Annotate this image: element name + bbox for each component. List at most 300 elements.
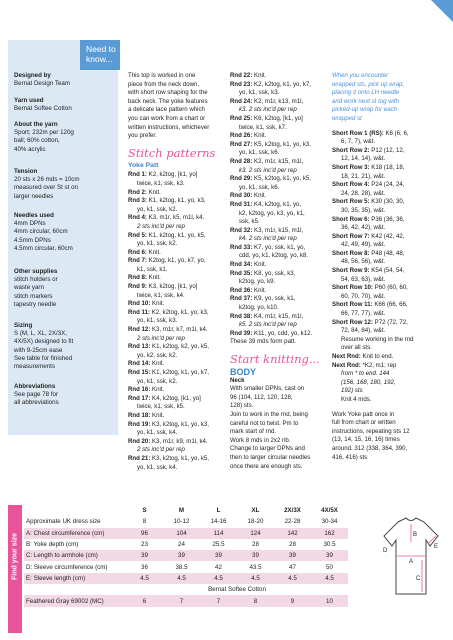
row-label: Next Rnd: xyxy=(332,353,361,360)
diagram-label-c: C xyxy=(416,576,421,582)
row-label: Rnd 12: xyxy=(128,326,151,334)
row-label: Rnd 9: xyxy=(128,283,147,291)
tension-block xyxy=(14,168,118,201)
row-text: yo, k1, ssk, k3. xyxy=(137,317,178,325)
row-text: K2, m1r, k13, m1l, xyxy=(252,97,304,105)
value-cell: 96 xyxy=(126,528,163,539)
about-yarn-label: About the yarn xyxy=(14,121,58,128)
instruction-row xyxy=(332,130,442,139)
tension-line: larger needles xyxy=(14,192,54,200)
row-text: Knit. xyxy=(150,360,165,368)
row-text: yo, k1, ssk, k2. xyxy=(137,240,178,248)
row-text: Knit to end. xyxy=(360,353,394,360)
instruction-row xyxy=(128,283,226,292)
designed-by-block xyxy=(14,72,118,88)
row-text: yo, k1, ssk, k6. xyxy=(239,183,280,191)
row-label: Rnd 8: xyxy=(128,274,147,282)
text-line: 416, 416) sts xyxy=(332,453,368,461)
row-label: Rnd 19: xyxy=(128,420,151,428)
value-cell: 47 xyxy=(289,563,296,571)
instruction-row xyxy=(332,181,442,190)
instruction-row xyxy=(332,173,442,182)
row-label: Rnd 2: xyxy=(128,188,147,196)
row-text: Knit. xyxy=(146,188,161,196)
row-text: Knit. xyxy=(252,132,267,140)
instruction-row xyxy=(332,198,442,207)
row-text: K5, k2tog, k1, yo, k3, xyxy=(252,140,311,148)
row-text: 24, 28, 28), w&t. xyxy=(341,189,386,197)
instruction-row xyxy=(230,287,328,296)
instruction-row xyxy=(332,216,442,225)
table-row xyxy=(24,550,348,561)
row-text: K4, m1r, k15, m1l, xyxy=(252,312,304,320)
row-text: K4, k2tog, k1, yo, xyxy=(252,200,302,208)
instruction-row xyxy=(230,330,328,339)
size-table xyxy=(24,505,348,607)
row-label: Rnd 16: xyxy=(128,386,151,394)
row-text: K54 (54, 54, xyxy=(369,267,405,275)
value-cell: 162 xyxy=(311,528,348,539)
start-knitting-heading: Start knitting... xyxy=(230,352,320,366)
row-label: Rnd 31: xyxy=(230,200,253,208)
row-text: P48 (48, 48, xyxy=(369,249,405,257)
row-text: K9, yo, ssk, k1, xyxy=(252,295,296,303)
value-cell: 50 xyxy=(326,563,333,571)
about-yarn-line: 40% acrylic xyxy=(14,145,46,153)
needles-line: 4mm DPNs xyxy=(14,220,46,228)
value-cell: 28 xyxy=(252,541,259,549)
instruction-row xyxy=(332,362,442,371)
text-line: Change to larger DPNs and xyxy=(230,445,305,453)
row-label: Rnd 7: xyxy=(128,257,147,265)
row-text: K7, yo, ssk, k1, yo, xyxy=(252,243,306,251)
diagram-label-e: E xyxy=(434,544,439,550)
instruction-row xyxy=(230,295,328,304)
row-text: Knit 4 mds. xyxy=(341,395,372,403)
value-cell: 9 xyxy=(274,595,311,606)
row-label: Short Row 6: xyxy=(332,215,370,223)
text-line: 96 (104, 112, 120, 128, xyxy=(230,393,293,401)
instruction-row xyxy=(128,429,226,438)
row-text: *K2, m1; rep xyxy=(360,361,397,369)
table-row xyxy=(24,528,348,539)
instruction-row xyxy=(332,224,442,233)
instruction-row xyxy=(128,171,226,180)
value-cell: 8 xyxy=(237,595,274,606)
supplies-line: stitch markers xyxy=(14,292,53,300)
instruction-row xyxy=(128,189,226,198)
row-text: yo, k1, ssk, k3. xyxy=(239,89,280,97)
instruction-row xyxy=(128,180,226,189)
row-label-cell: B: Yoke depth (cm) xyxy=(26,541,79,549)
row-label: Rnd 30: xyxy=(230,192,253,200)
value-cell: 36 xyxy=(141,563,148,571)
row-label: Next Rnd: xyxy=(332,361,361,369)
instruction-row xyxy=(230,321,328,330)
row-text: 54, 63, 63), w&t. xyxy=(341,275,386,283)
about-yarn-line: ball; 60% cotton, xyxy=(14,137,60,145)
row-text: k1, ssk, k1. xyxy=(137,265,168,273)
instruction-row xyxy=(128,352,226,361)
text-line: full from chart or written xyxy=(332,419,396,427)
yarn-label: Yarn used xyxy=(14,97,44,104)
row-text: K3, m1r, k7, m1l, k4. xyxy=(150,326,208,334)
instruction-row xyxy=(128,300,226,309)
body-heading: BODY xyxy=(230,367,257,377)
row-label: Rnd 35: xyxy=(230,269,253,277)
row-text: K4, k2tog, [k1, yo] xyxy=(150,394,201,402)
row-text: Knit. xyxy=(150,411,165,419)
instruction-row xyxy=(230,72,328,81)
row-label: Short Row 1 (RS): xyxy=(332,129,384,137)
instruction-row xyxy=(332,155,442,164)
tension-label: Tension xyxy=(14,168,38,175)
instruction-row xyxy=(128,335,226,344)
value-cell: 4.5 xyxy=(200,573,237,584)
abbreviations-label: Abbreviations xyxy=(14,383,56,390)
row-label: Rnd 24: xyxy=(230,97,253,105)
row-text: K3, m1r, k9, m1l, k4. xyxy=(150,437,208,445)
instruction-row xyxy=(230,89,328,98)
text-line: instructions, repeating sts 12 xyxy=(332,427,410,435)
text-line: then to larger circular needles xyxy=(230,453,311,461)
instruction-row xyxy=(230,184,328,193)
instruction-row xyxy=(230,106,328,115)
row-text: K2tog, k1, yo, k7, yo, xyxy=(146,257,206,265)
row-text: over all sts. xyxy=(341,344,372,352)
value-cell: 7 xyxy=(200,595,237,606)
instruction-row xyxy=(230,98,328,107)
abbreviations-line: all abbreviations xyxy=(14,399,59,407)
instruction-row xyxy=(230,141,328,150)
row-text: K1, k2tog, k2, yo, k5, xyxy=(150,343,209,351)
abbreviations-block xyxy=(14,383,118,408)
row-label: Rnd 1: xyxy=(128,171,147,179)
yoke-repeat-instructions xyxy=(332,411,442,463)
row-label: Short Row 11: xyxy=(332,301,373,309)
instruction-row xyxy=(332,147,442,156)
instruction-row xyxy=(332,387,442,396)
abbreviations-line: See page 78 for xyxy=(14,391,59,399)
value-cell: 43.5 xyxy=(249,563,262,571)
about-yarn-line: Sport; 232m per 120g xyxy=(14,129,74,137)
instruction-row xyxy=(128,438,226,447)
instruction-row xyxy=(332,241,442,250)
instruction-row xyxy=(230,252,328,261)
diagram-label-a: A xyxy=(409,559,414,565)
rows-summary: These 39 mds form patt. xyxy=(230,338,297,346)
row-text: ssk, k5. xyxy=(239,218,260,226)
designed-by-label: Designed by xyxy=(14,72,51,79)
row-text: 2 sts inc'd per rep xyxy=(137,334,185,342)
instruction-row xyxy=(128,197,226,206)
row-text: K2, k2tog, k1, yo, k3, xyxy=(150,308,209,316)
row-text: from * to end. 144 xyxy=(341,370,390,378)
sizing-line: S (M, L, XL, 2X/3X, xyxy=(14,330,67,338)
instruction-row xyxy=(128,206,226,215)
tension-line: 20 sts x 26 mds = 10cm xyxy=(14,176,80,184)
row-text: P72 (72, 72, xyxy=(372,318,408,326)
row-text: Resume working in the rnd xyxy=(341,335,414,343)
instruction-row xyxy=(230,124,328,133)
text-line: written instructions, whichever xyxy=(128,123,210,131)
designed-by-value: Bernat Design Team xyxy=(14,80,70,88)
instruction-row xyxy=(128,446,226,455)
row-label: Rnd 18: xyxy=(128,411,151,419)
instruction-row xyxy=(128,309,226,318)
row-text: K8, yo, ssk, k3, xyxy=(252,269,296,277)
row-text: yo, k1, ssk, k6. xyxy=(239,149,280,157)
value-cell: 7 xyxy=(163,595,200,606)
table-row xyxy=(24,561,348,572)
pattern-column-1 xyxy=(128,72,226,472)
row-text: Knit. xyxy=(252,261,267,269)
instruction-row xyxy=(332,301,442,310)
row-text: 42, 49, 49), w&t. xyxy=(341,241,386,249)
row-text: 192) sts xyxy=(341,387,363,395)
instruction-row xyxy=(332,233,442,242)
instruction-row xyxy=(230,158,328,167)
instruction-row xyxy=(128,412,226,421)
yarn-block xyxy=(14,97,118,113)
row-text: twice, k1, ssk, k7. xyxy=(239,123,287,131)
row-text: 2 sts inc'd per rep xyxy=(137,222,185,230)
value-cell: 14-16 xyxy=(210,518,227,526)
instruction-row xyxy=(230,227,328,236)
text-line: When you encounter xyxy=(332,72,389,79)
instruction-row xyxy=(128,386,226,395)
intro-text xyxy=(128,72,226,141)
text-line: around. 312 (338, 364, 390, xyxy=(332,444,408,452)
instruction-row xyxy=(332,344,442,353)
row-text: yo, k1, ssk, k2. xyxy=(137,377,178,385)
yarn-quantity-row xyxy=(24,595,348,606)
row-text: K30 (30, 30, xyxy=(369,198,405,206)
instruction-row xyxy=(230,149,328,158)
instruction-row xyxy=(128,326,226,335)
instruction-row xyxy=(230,235,328,244)
row-text: k5. 2 sts inc'd per rep xyxy=(239,321,297,329)
value-cell: 18-20 xyxy=(247,518,264,526)
about-yarn-block xyxy=(14,121,118,154)
instruction-row xyxy=(230,210,328,219)
yoke-rows-list xyxy=(128,171,226,472)
value-cell: 124 xyxy=(237,528,274,539)
instruction-row xyxy=(332,207,442,216)
row-label: Short Row 7: xyxy=(332,232,370,240)
row-text: K1, k2tog, k1, yo, k7, xyxy=(150,369,209,376)
row-text: 18, 21, 21), w&t. xyxy=(341,172,386,180)
instruction-row xyxy=(332,258,442,267)
instruction-row xyxy=(230,201,328,210)
value-cell: 142 xyxy=(274,528,311,539)
value-cell: 30-34 xyxy=(321,518,338,526)
table-row xyxy=(24,539,348,550)
instruction-row xyxy=(230,304,328,313)
instruction-row xyxy=(128,403,226,412)
value-cell: 28 xyxy=(289,541,296,549)
size-header: 4X/5X xyxy=(321,507,338,515)
row-text: k3. 2 sts inc'd per rep xyxy=(239,106,297,114)
text-line: With smaller DPNs, cast on xyxy=(230,385,305,393)
row-text: K42 (42, 42, xyxy=(369,232,405,240)
row-label: Rnd 3: xyxy=(128,197,147,205)
row-text: yo, k1, ssk, k4. xyxy=(137,429,178,437)
instruction-row xyxy=(128,266,226,275)
instruction-row xyxy=(332,250,442,259)
row-label: Short Row 8: xyxy=(332,249,370,257)
tension-line: measured over St st on xyxy=(14,184,78,192)
instruction-row xyxy=(128,257,226,266)
row-label: Short Row 2: xyxy=(332,146,370,154)
sizing-line: See table for finished xyxy=(14,354,73,362)
value-cell: 8 xyxy=(142,518,147,526)
row-label: Rnd 13: xyxy=(128,343,151,351)
row-label: Rnd 15: xyxy=(128,369,151,376)
row-label: Short Row 5: xyxy=(332,198,370,206)
needles-block xyxy=(14,212,118,253)
instruction-row xyxy=(128,223,226,232)
instruction-row xyxy=(128,214,226,223)
value-cell: 42 xyxy=(215,563,222,571)
needles-line: 4.5mm DPNs xyxy=(14,236,51,244)
garment-diagram xyxy=(380,512,442,604)
row-text: 66, 77, 77), w&t. xyxy=(341,310,386,318)
row-text: Knit. xyxy=(146,274,161,282)
size-header: XL xyxy=(251,507,260,515)
row-label: Rnd 6: xyxy=(128,248,147,256)
row-text: K2, k2tog, [k1, yo] xyxy=(146,171,198,179)
value-cell: 39 xyxy=(274,550,311,561)
instruction-row xyxy=(332,353,442,362)
row-text: K3, k2tog, k1, yo, k3, xyxy=(150,420,209,428)
row-label: Rnd 11: xyxy=(128,308,151,316)
value-cell: 4.5 xyxy=(274,573,311,584)
yoke-patt-subheading: Yoke Patt xyxy=(128,161,159,169)
instruction-row xyxy=(230,278,328,287)
sizing-line: 4X/5X) designed to fit xyxy=(14,338,74,346)
value-cell: 39 xyxy=(237,550,274,561)
row-text: K2, k2tog, k1, yo, k7, xyxy=(252,80,311,88)
row-label: Short Row 12: xyxy=(332,318,373,326)
neck-subheading: Neck xyxy=(230,376,245,384)
instruction-row xyxy=(332,327,442,336)
row-text: twice, k1, ssk, k4. xyxy=(137,291,185,299)
text-line: you can work from a chart or xyxy=(128,114,206,122)
row-text: twice, k1, ssk, k5. xyxy=(137,403,185,411)
find-your-size-label: Find your size xyxy=(11,532,19,581)
instruction-row xyxy=(332,138,442,147)
wrapped-stitches-tip xyxy=(332,72,442,124)
instruction-row xyxy=(128,455,226,464)
value-cell: 114 xyxy=(200,528,237,539)
instruction-row xyxy=(128,395,226,404)
need-to-know-title: Need to know... xyxy=(86,44,116,64)
row-text: K18 (18, 18, xyxy=(369,163,405,171)
instruction-row xyxy=(332,190,442,199)
row-label-cell: D: Sleeve circumference (cm) xyxy=(26,563,108,571)
sizing-block xyxy=(14,322,118,371)
instruction-row xyxy=(128,292,226,301)
text-line: picked-up wrap for each xyxy=(332,106,398,114)
row-text: P36 (36, 36, xyxy=(369,215,405,223)
size-header: L xyxy=(216,507,221,515)
row-text: 72, 84, 84), w&t. xyxy=(341,327,386,335)
row-text: K6, k2tog, [k1, yo] xyxy=(252,114,303,122)
row-text: K11, yo, cdd, yo, k12. xyxy=(252,329,313,337)
row-text: 30, 35, 35), w&t. xyxy=(341,206,386,214)
instruction-row xyxy=(128,343,226,352)
row-text: K3, m1r, k5, m1l, k4. xyxy=(146,214,205,222)
row-label-cell: Approximate UK dress size xyxy=(26,518,101,526)
instruction-row xyxy=(128,360,226,369)
row-text: Knit. xyxy=(150,300,165,308)
instruction-row xyxy=(230,218,328,227)
row-text: k2tog, yo, k9. xyxy=(239,278,276,286)
row-label: Rnd 37: xyxy=(230,295,253,303)
value-cell: 6 xyxy=(126,595,163,606)
row-text: Knit. xyxy=(252,286,267,294)
text-line: and work next st tog with xyxy=(332,97,400,105)
pattern-column-2 xyxy=(230,72,328,471)
row-text: k4. 2 sts inc'd per rep xyxy=(239,235,297,243)
value-cell: 30.5 xyxy=(323,541,336,549)
row-text: (156, 168, 180, 192, xyxy=(341,378,396,386)
table-row xyxy=(24,573,348,584)
value-cell: 39 xyxy=(163,550,200,561)
yarn-name-cell: Bernat Softee Cotton xyxy=(208,586,266,594)
other-supplies-block xyxy=(14,268,118,309)
text-line: you prefer. xyxy=(128,132,157,140)
instruction-row xyxy=(128,317,226,326)
header-blank xyxy=(24,505,126,516)
instruction-row xyxy=(128,464,226,473)
supplies-line: tapestry needle xyxy=(14,300,57,308)
row-text: P12 (12, 12, xyxy=(369,146,405,154)
sizing-label: Sizing xyxy=(14,322,33,329)
value-cell: 25.5 xyxy=(212,541,225,549)
value-cell: 10-12 xyxy=(173,518,190,526)
row-label: Rnd 5: xyxy=(128,231,147,239)
instruction-row xyxy=(332,379,442,388)
instruction-row xyxy=(332,276,442,285)
value-cell: 4.5 xyxy=(311,573,348,584)
row-label: Rnd 27: xyxy=(230,140,253,148)
row-text: 12, 14, 14), w&t. xyxy=(341,155,386,163)
row-text: 2 sts inc'd per rep xyxy=(137,446,185,454)
row-label: Rnd 38: xyxy=(230,312,253,320)
instruction-row xyxy=(230,167,328,176)
stitch-patterns-heading: Stitch patterns xyxy=(128,145,216,160)
instruction-row xyxy=(128,421,226,430)
row-text: P60 (60, 60, xyxy=(372,284,408,292)
value-cell: 39 xyxy=(200,550,237,561)
text-line: careful not to twist. Pm to xyxy=(230,419,299,427)
value-cell: 10 xyxy=(311,595,348,606)
row-label: Rnd 34: xyxy=(230,261,253,269)
row-label: Rnd 17: xyxy=(128,394,151,402)
instruction-row xyxy=(128,249,226,258)
row-text: K2, m1r, k15, m1l, xyxy=(252,157,304,165)
text-line: piece from the neck down, xyxy=(128,80,200,88)
instruction-row xyxy=(128,240,226,249)
text-line: Work 8 mds in 2x2 rib. xyxy=(230,436,291,444)
supplies-line: waste yarn xyxy=(14,284,44,292)
text-line: mark start of rnd. xyxy=(230,428,277,436)
text-line: placing it onto LH needle xyxy=(332,89,400,97)
neck-instructions xyxy=(230,385,328,471)
row-label: Rnd 21: xyxy=(128,454,151,462)
